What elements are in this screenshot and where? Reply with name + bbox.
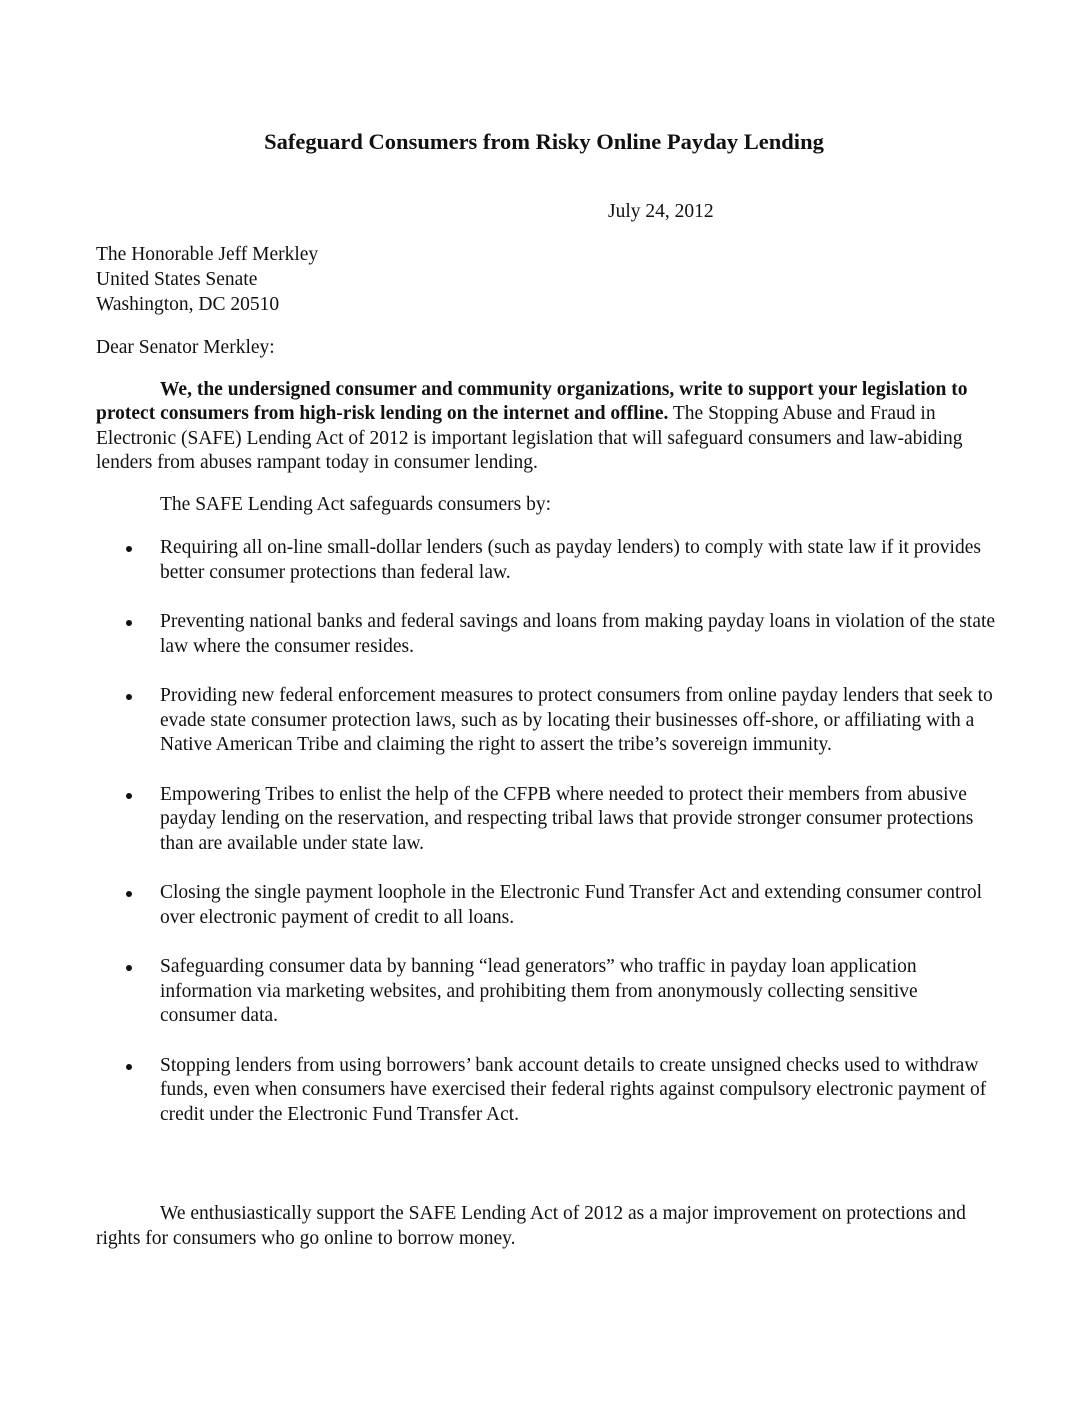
opening-paragraph-bold: We, the undersigned consumer and community organizations, write to support your legislation to protect consumers from high-risk lending on the internet and offline. [96, 379, 968, 425]
bullet-icon [126, 620, 132, 626]
address-line: United States Senate [96, 269, 258, 290]
list-item [96, 881, 996, 930]
list-item-text: Empowering Tribes to enlist the help of the CFPB where needed to protect their members from abusive payday lending on the reservation, and respecting tribal laws that provide stronger consumer protections than are available under state law. [160, 783, 974, 854]
bullet-icon [126, 546, 132, 552]
list-item-text: Closing the single payment loophole in the Electronic Fund Transfer Act and extending consumer control over electronic payment of credit to all loans. [160, 882, 983, 928]
recipient-address [96, 242, 318, 317]
bullet-icon [126, 694, 132, 700]
closing-paragraph: We enthusiastically support the SAFE Lending Act of 2012 as a major improvement on protections and rights for consumers who go online to borrow money. [96, 1203, 966, 1249]
address-line: The Honorable Jeff Merkley [96, 244, 319, 265]
bullet-icon [126, 891, 132, 897]
list-item [96, 783, 996, 857]
list-item-text: Requiring all on-line small-dollar lenders (such as payday lenders) to comply with state law if it provides better consumer protections than federal law. [160, 537, 981, 583]
bullets-intro: The SAFE Lending Act safeguards consumers by: [160, 494, 552, 515]
list-item [96, 610, 996, 659]
salutation: Dear Senator Merkley: [96, 337, 275, 358]
list-item [96, 955, 996, 1029]
list-item [96, 684, 996, 758]
letter-date: July 24, 2012 [608, 201, 714, 222]
list-item-text: Providing new federal enforcement measures to protect consumers from online payday lenders that seek to evade state consumer protection laws, such as by locating their businesses off-shore, or affiliating with a Native American Tribe and claiming the right to assert the tribe’s sovereign immunity. [160, 685, 993, 755]
opening-paragraph-text: The Stopping Abuse and Fraud in Electronic (SAFE) Lending Act of 2012 is important legislation that will safeguard consumers and law-abiding lenders from abuses rampant today in consumer lending. [96, 403, 963, 473]
bullet-icon [126, 793, 132, 799]
bullet-icon [126, 1064, 132, 1070]
list-item-text: Stopping lenders from using borrowers’ bank account details to create unsigned checks used to withdraw funds, even when consumers have exercised their federal rights against compulsory electronic payment of credit under the Electronic Fund Transfer Act. [160, 1054, 987, 1125]
bullet-icon [126, 965, 132, 971]
list-item-text: Preventing national banks and federal savings and loans from making payday loans in violation of the state law where the consumer resides. [160, 611, 996, 657]
document-title: Safeguard Consumers from Risky Online Payday Lending [264, 129, 824, 154]
list-item [96, 1054, 996, 1128]
address-line: Washington, DC 20510 [96, 294, 280, 315]
opening-paragraph [96, 378, 996, 475]
list-item-text: Safeguarding consumer data by banning “lead generators” who traffic in payday loan application information via marketing websites, and prohibiting them from anonymously collecting sensitive consumer data. [160, 956, 918, 1026]
provisions-list [96, 536, 996, 1152]
list-item [96, 536, 996, 585]
